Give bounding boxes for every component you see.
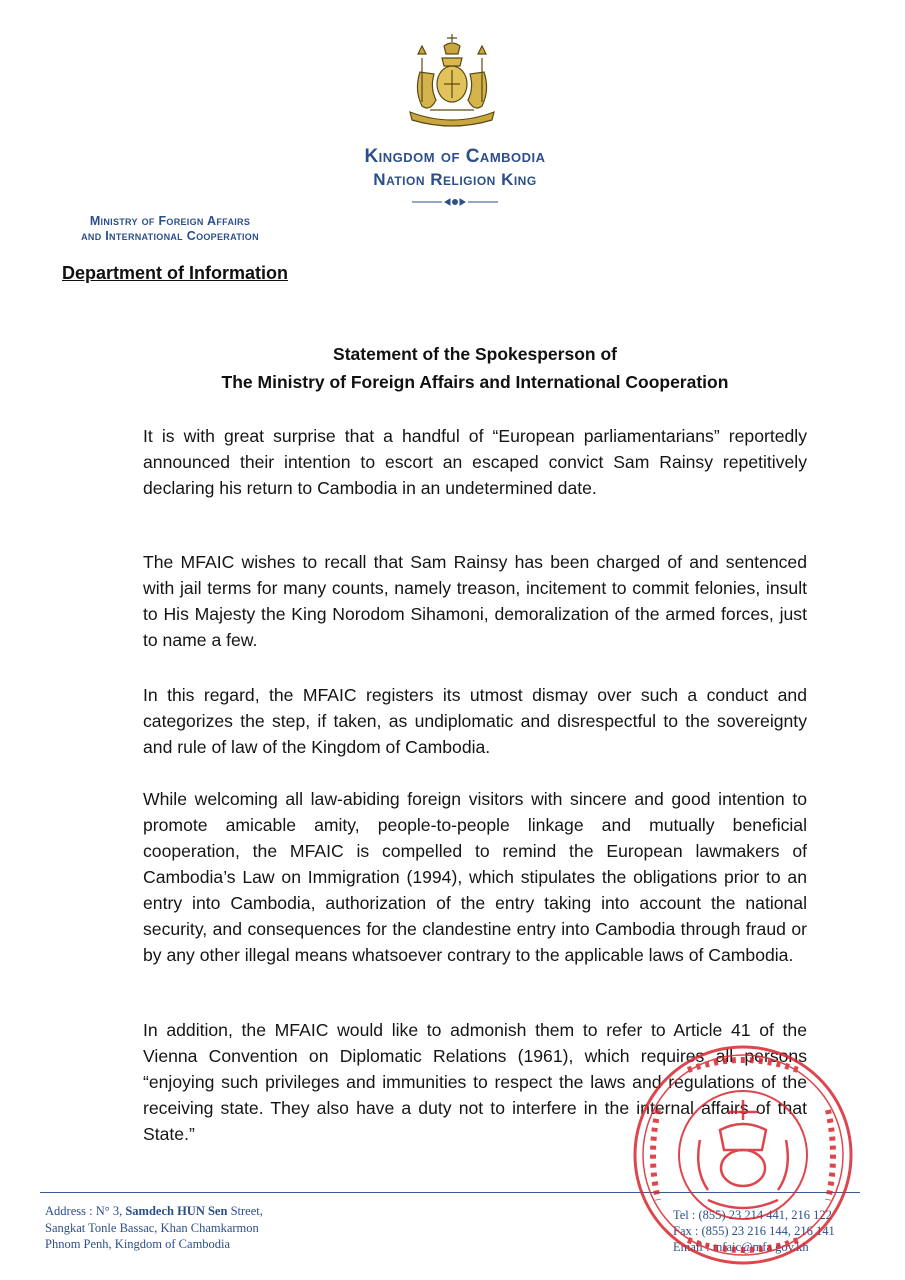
ministry-line-1: Ministry of Foreign Affairs xyxy=(89,214,251,228)
address-street-suffix: Street, xyxy=(227,1204,263,1218)
royal-arms-icon xyxy=(400,32,504,132)
footer-address xyxy=(45,1203,365,1253)
paragraph: While welcoming all law-abiding foreign visitors with sincere and good intention to promote amicable amity, people-to-people linkage and mutually beneficial cooperation, the MFAIC is compelled to remind the European lawmakers of Cambodia’s Law on Immigration (1994), which stipulates the obligations prior to an entry into Cambodia, authorization of the entry taking into account the national security, and consequences for the clandestine entry into Cambodia through fraud or by any other illegal means whatsoever contrary to the applicable laws of Cambodia. xyxy=(143,789,807,965)
ministry-name xyxy=(40,214,300,244)
telephone: Tel : (855) 23 214 441, 216 122 xyxy=(673,1208,832,1222)
statement-title-line-2: The Ministry of Foreign Affairs and International Cooperation xyxy=(221,372,729,392)
address-line-2: Sangkat Tonle Bassac, Khan Chamkarmon xyxy=(45,1220,259,1235)
email: Email : mfaic@mfa.gov.kh xyxy=(673,1240,809,1254)
paragraph: In this regard, the MFAIC registers its utmost dismay over such a conduct and categorizes the step, if taken, as undiplomatic and disrespectful to the sovereignty and rule of law of the Kingdom of Cambodia. xyxy=(143,685,807,757)
address-line-3: Phnom Penh, Kingdom of Cambodia xyxy=(45,1237,231,1251)
fax: Fax : (855) 23 216 144, 216 141 xyxy=(673,1224,835,1238)
ministry-line-2: and International Cooperation xyxy=(81,229,259,243)
paragraph: The MFAIC wishes to recall that Sam Rainsy has been charged of and sentenced with jail terms for many counts, namely treason, incitement to commit felonies, insult to His Majesty the King Norodom Sihamoni, demoralization of the armed forces, just to name a few. xyxy=(143,552,807,650)
paragraph: It is with great surprise that a handful of “European parliamentarians” reportedly announced their intention to escort an escaped convict Sam Rainsy repetitively declaring his return to Cambodia in an undetermined date. xyxy=(143,426,807,498)
statement-title-line-1: Statement of the Spokesperson of xyxy=(333,344,617,364)
address-street: Samdech HUN Sen xyxy=(125,1204,228,1218)
paragraph: In addition, the MFAIC would like to admonish them to refer to Article 41 of the Vienna Convention on Diplomatic Relations (1961), which requires all persons “enjoying such privileges and immunities to respect the laws and regulations of the receiving state. They also have a duty not to interfere in the internal affairs of that State.” xyxy=(143,1020,807,1144)
ornament-divider-icon xyxy=(412,196,498,208)
address-label: Address : N° 3, xyxy=(45,1204,126,1218)
national-motto: Nation Religion King xyxy=(373,170,537,189)
department-heading: Department of Information xyxy=(62,263,289,283)
official-seal-stamp-icon xyxy=(628,1040,858,1270)
kingdom-title: Kingdom of Cambodia xyxy=(364,146,546,167)
